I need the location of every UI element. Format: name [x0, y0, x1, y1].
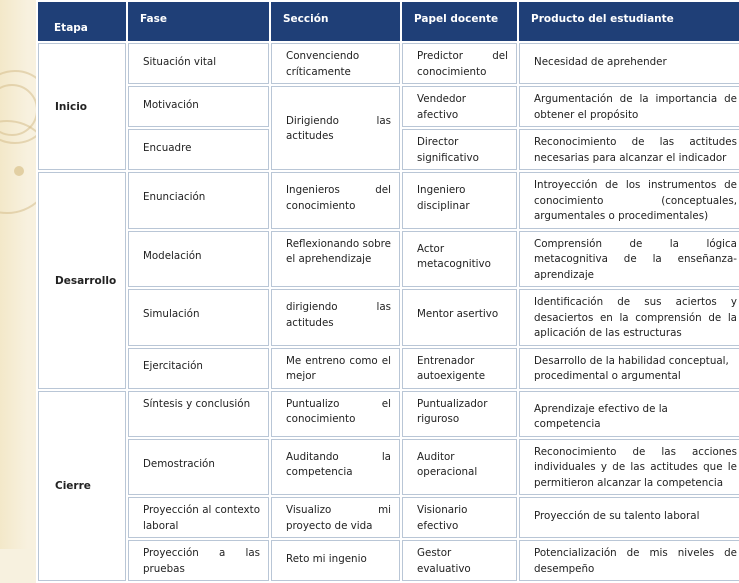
- seccion-cell: dirigiendo las actitudes: [271, 289, 400, 346]
- seccion-cell: Visualizo mi proyecto de vida: [271, 497, 400, 538]
- table-row: [38, 348, 739, 389]
- papel-cell: Puntualizador riguroso: [402, 391, 517, 437]
- seccion-cell: Reflexionando sobre el aprehendizaje: [271, 231, 400, 288]
- producto-cell: Reconocimiento de las acciones individuales y de las actitudes que le permitieron alcanzar la competencia: [519, 439, 739, 496]
- decorative-dot: [14, 166, 24, 176]
- fase-cell: Encuadre: [128, 129, 269, 170]
- table-row: [38, 231, 739, 288]
- etapa-cell: Cierre: [38, 391, 126, 582]
- papel-cell: Director significativo: [402, 129, 517, 170]
- fase-cell: Proyección a las pruebas: [128, 540, 269, 581]
- fase-cell: Demostración: [128, 439, 269, 496]
- papel-cell: Predictor del conocimiento: [402, 43, 517, 84]
- papel-cell: Gestor evaluativo: [402, 540, 517, 581]
- papel-cell: Mentor asertivo: [402, 289, 517, 346]
- fase-cell: Modelación: [128, 231, 269, 288]
- producto-cell: Aprendizaje efectivo de la competencia: [519, 391, 739, 437]
- seccion-cell: Auditando la competencia: [271, 439, 400, 496]
- table-row: [38, 540, 739, 581]
- header-producto-estudiante: Producto del estudiante: [519, 2, 739, 41]
- header-etapa: Etapa: [38, 2, 126, 41]
- seccion-cell: Convenciendo críticamente: [271, 43, 400, 84]
- etapa-cell: Inicio: [38, 43, 126, 170]
- table-row: [38, 172, 739, 229]
- producto-cell: Proyección de su talento laboral: [519, 497, 739, 538]
- seccion-cell: Ingenieros del conocimiento: [271, 172, 400, 229]
- producto-cell: Argumentación de la importancia de obtener el propósito: [519, 86, 739, 127]
- fase-cell: Motivación: [128, 86, 269, 127]
- producto-cell: Introyección de los instrumentos de conocimiento (conceptuales, argumentales o procedimentales): [519, 172, 739, 229]
- table-row: [38, 391, 739, 437]
- papel-cell: Actor metacognitivo: [402, 231, 517, 288]
- etapa-cell: Desarrollo: [38, 172, 126, 389]
- fase-cell: Simulación: [128, 289, 269, 346]
- producto-cell: Comprensión de la lógica metacognitiva de la enseñanza-aprendizaje: [519, 231, 739, 288]
- table-row: [38, 439, 739, 496]
- fase-cell: Proyección al contexto laboral: [128, 497, 269, 538]
- fase-cell: Situación vital: [128, 43, 269, 84]
- table-header-row: [38, 2, 739, 41]
- papel-cell: Auditor operacional: [402, 439, 517, 496]
- seccion-cell: Me entreno como el mejor: [271, 348, 400, 389]
- header-seccion: Sección: [271, 2, 400, 41]
- producto-cell: Potencialización de mis niveles de desempeño: [519, 540, 739, 581]
- seccion-cell: Puntualizo el conocimiento: [271, 391, 400, 437]
- table-row: [38, 289, 739, 346]
- producto-cell: Desarrollo de la habilidad conceptual, procedimental o argumental: [519, 348, 739, 389]
- papel-cell: Entrenador autoexigente: [402, 348, 517, 389]
- papel-cell: Visionario efectivo: [402, 497, 517, 538]
- seccion-cell: Reto mi ingenio: [271, 540, 400, 581]
- papel-cell: Vendedor afectivo: [402, 86, 517, 127]
- header-papel-docente: Papel docente: [402, 2, 517, 41]
- seccion-cell: Dirigiendo las actitudes: [271, 86, 400, 170]
- papel-cell: Ingeniero disciplinar: [402, 172, 517, 229]
- producto-cell: Necesidad de aprehender: [519, 43, 739, 84]
- fase-cell: Ejercitación: [128, 348, 269, 389]
- table-row: [38, 86, 739, 127]
- decorative-sidebar: [0, 0, 40, 549]
- producto-cell: Identificación de sus aciertos y desaciertos en la comprensión de la aplicación de las estructuras: [519, 289, 739, 346]
- header-fase: Fase: [128, 2, 269, 41]
- producto-cell: Reconocimiento de las actitudes necesarias para alcanzar el indicador: [519, 129, 739, 170]
- fase-cell: Enunciación: [128, 172, 269, 229]
- table-row: [38, 497, 739, 538]
- table-row: [38, 43, 739, 84]
- fase-cell: Síntesis y conclusión: [128, 391, 269, 437]
- pedagogical-stages-table: [36, 0, 739, 583]
